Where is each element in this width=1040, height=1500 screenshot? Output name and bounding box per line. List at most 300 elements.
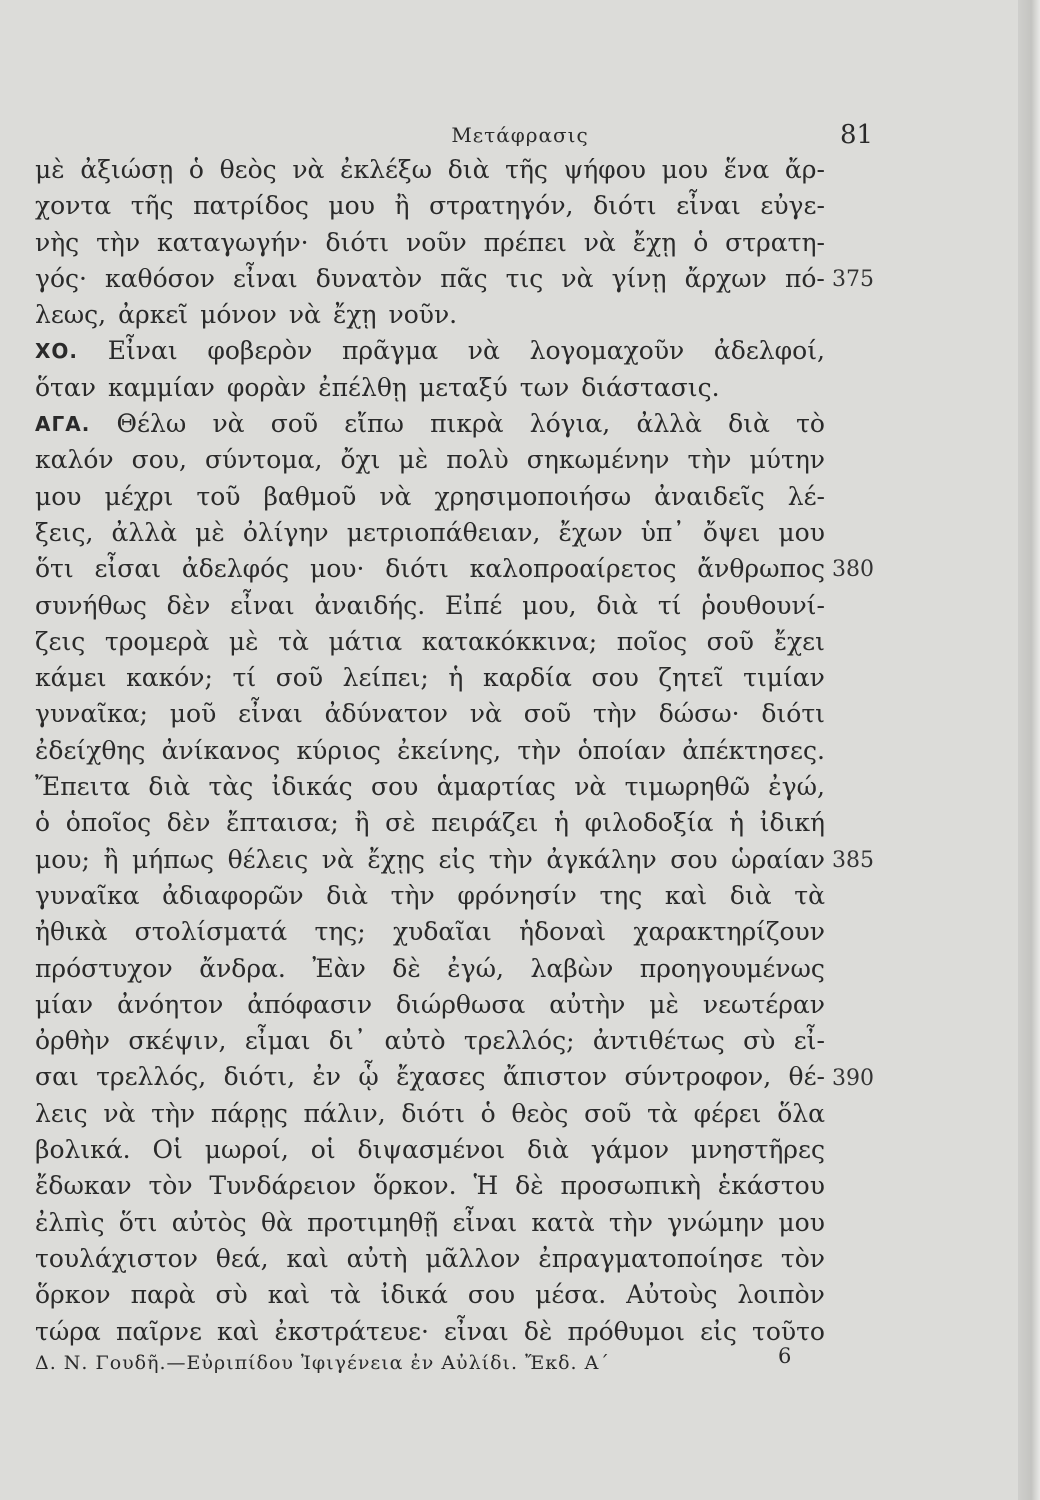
word: ἀδελφοί,	[713, 336, 825, 366]
word: καὶ	[217, 1316, 260, 1346]
word: πολὺ	[446, 445, 509, 475]
word: ἔχει	[773, 626, 825, 656]
word: ἁμαρτίας	[436, 772, 556, 802]
word: της;	[314, 917, 366, 947]
text-line	[35, 442, 825, 478]
word: δυνατὸν	[315, 263, 423, 293]
word: μύτην	[749, 445, 825, 475]
word: πᾶς	[440, 263, 488, 293]
word: νὰ	[212, 409, 245, 439]
text-line	[35, 951, 825, 987]
word: ὁ	[188, 155, 204, 184]
word: κακόν;	[126, 663, 213, 693]
word: ξεις,	[35, 517, 94, 547]
word: ὁ	[480, 1098, 496, 1128]
word: σὲ	[385, 808, 416, 838]
word: τὰ	[278, 626, 309, 656]
text-line	[35, 805, 825, 841]
word: λοιπὸν	[737, 1280, 825, 1310]
text-line	[35, 551, 825, 587]
word: θέ-	[788, 1062, 825, 1092]
text-line	[35, 1096, 825, 1132]
word: ἡ	[554, 808, 569, 838]
word: της	[599, 880, 643, 910]
word: ἰδικάς	[271, 772, 353, 802]
word: καλοπροαίρετος	[469, 554, 677, 584]
word: ἀνίκανος	[161, 735, 281, 765]
word: φορὰν	[226, 372, 307, 402]
text-line	[35, 1277, 825, 1313]
word: ὀρθὴν	[35, 1026, 110, 1056]
word: ὅτι	[35, 554, 74, 584]
word: μὲ	[195, 517, 225, 547]
word: στρατη-	[725, 227, 825, 257]
word: μοῦ	[169, 699, 217, 729]
word: ὁποίαν	[577, 735, 667, 765]
word: στρατηγόν,	[429, 191, 574, 221]
word: πειράζει	[431, 808, 539, 838]
word: τὴν	[608, 1207, 653, 1237]
word: ὡραίαν	[731, 844, 825, 874]
word: πρέπει	[483, 227, 567, 257]
text-line	[35, 406, 825, 442]
word: μέσα.	[535, 1280, 607, 1310]
word: δὲ	[392, 953, 421, 983]
word: ἀπέκτησες.	[682, 735, 825, 765]
word: μὲ	[398, 445, 429, 475]
running-head: Μετάφρασις	[451, 123, 589, 147]
word: τουλάχιστον	[35, 1243, 198, 1273]
verse-line-number: 390	[832, 1065, 874, 1091]
word: ὅρκον	[35, 1280, 111, 1310]
word: ἄνδρα.	[199, 953, 286, 983]
word: νὰ	[321, 844, 354, 874]
body-text	[35, 152, 825, 1350]
text-line	[35, 261, 825, 297]
word: πρόστυχον	[35, 953, 173, 983]
word: χαρακτηρίζουν	[633, 917, 825, 947]
word: αὐτὴ	[346, 1243, 408, 1273]
text-line	[35, 152, 825, 188]
word: Ἡ	[473, 1171, 499, 1201]
word: καμμίαν	[107, 372, 215, 402]
word: νὰ	[561, 263, 594, 293]
word: νὰ	[469, 699, 502, 729]
word: ἔδωκαν	[35, 1171, 132, 1201]
word: ἀρκεῖ	[118, 300, 189, 330]
word: ὅταν	[35, 372, 96, 402]
word: ἔπταισα;	[226, 808, 339, 838]
text-line	[35, 370, 825, 406]
word: ὅρκον.	[373, 1171, 457, 1201]
page-number: 81	[840, 120, 874, 150]
word: ἐκείνης,	[397, 735, 502, 765]
word: εἶναι	[238, 699, 303, 729]
word: ἀντιθέτως	[592, 1026, 725, 1056]
word: ἐπέλθῃ	[318, 372, 407, 402]
word: ὑπ᾽	[640, 517, 685, 547]
word: λεις	[35, 1098, 88, 1128]
word: τρομερὰ	[104, 626, 210, 656]
word: ἀλλὰ	[636, 409, 702, 439]
text-line	[35, 588, 825, 624]
text-line	[35, 696, 825, 732]
word: ἀναιδής.	[314, 590, 426, 620]
word: Ἐὰν	[312, 953, 366, 983]
word: μετριοπάθειαν,	[346, 517, 541, 547]
word: Αὐτοὺς	[626, 1280, 718, 1310]
word: δὲ	[523, 1316, 553, 1346]
word: ἡ	[729, 808, 745, 838]
word: ἀξιώσῃ	[80, 155, 174, 184]
word: εἶναι	[233, 263, 298, 293]
word: τὴν	[488, 844, 533, 874]
word: ἐγώ,	[768, 772, 825, 802]
word: ἄρχων	[684, 263, 767, 293]
word: εἶναι	[230, 590, 295, 620]
word: εἶμαι	[244, 1026, 311, 1056]
word: σοῦ	[275, 663, 324, 693]
word: αὐτὸς	[171, 1207, 247, 1237]
word: σοῦ	[584, 1098, 632, 1128]
word: τὴν	[687, 445, 732, 475]
word: νὰ	[574, 772, 607, 802]
word: στολίσματά	[134, 917, 288, 947]
text-line	[35, 1023, 825, 1059]
word: σοῦ	[523, 699, 572, 729]
word: ἀπόφασιν	[247, 989, 373, 1019]
word: εἴπω	[344, 409, 404, 439]
word: καὶ	[267, 1280, 311, 1310]
word: ὅτι	[118, 1207, 158, 1237]
word: διότι	[385, 554, 449, 584]
word: ἐπραγματοποίησε	[538, 1243, 763, 1273]
word: μᾶλλον	[425, 1243, 521, 1273]
word: ὄψει	[702, 517, 761, 547]
word: τρελλός;	[463, 1026, 575, 1056]
footer-imprint: Δ. Ν. Γουδῆ.—Εὐριπίδου Ἰφιγένεια ἐν Αὐλίδι. Ἔκδ. Α´	[35, 1352, 610, 1374]
verse-line-number: 375	[832, 266, 874, 292]
word: δὲ	[515, 1171, 544, 1201]
word: γυναῖκα;	[35, 699, 148, 729]
word: σκέψιν,	[128, 1026, 227, 1056]
word: νὰ	[103, 1098, 136, 1128]
word: εἶναι	[676, 191, 741, 221]
word: ἐγώ,	[447, 953, 504, 983]
word: Τυνδάρειον	[209, 1171, 357, 1201]
word: σου,	[131, 445, 187, 475]
word: διὰ	[728, 409, 770, 439]
word: μου	[778, 517, 825, 547]
word: τῆς	[130, 191, 174, 221]
word: δὲν	[166, 590, 211, 620]
word: ὁποῖος	[65, 808, 152, 838]
word: εἰς	[438, 844, 476, 874]
text-line	[35, 769, 825, 805]
word: θεὸς	[511, 1098, 569, 1128]
word: πικρὰ	[430, 409, 504, 439]
word: μὲ	[228, 626, 259, 656]
word: καὶ	[664, 880, 708, 910]
word: διὰ	[148, 772, 191, 802]
text-line	[35, 624, 825, 660]
word: ἐκστράτευε·	[274, 1316, 429, 1346]
word: μωροί,	[204, 1135, 289, 1165]
word: γάμον	[590, 1135, 670, 1165]
word: τὴν	[517, 735, 562, 765]
word: σύντροφον,	[624, 1062, 772, 1092]
word: εἶ-	[793, 1026, 825, 1056]
verse-line-number: 385	[832, 847, 874, 873]
text-line	[35, 188, 825, 224]
word: ἔχῃς	[367, 844, 425, 874]
word: πάρῃς	[210, 1098, 288, 1128]
word: μου,	[522, 590, 577, 620]
word: σου	[670, 844, 718, 874]
word: ΑΓΑ.	[35, 412, 91, 437]
word: ψήφου	[563, 155, 646, 184]
word: πό-	[784, 263, 825, 293]
word: ἡ	[448, 663, 464, 693]
word: λόγια,	[529, 409, 611, 439]
word: εἶναι	[452, 1207, 518, 1237]
word: ῥουθουνί-	[701, 590, 825, 620]
word: βαθμοῦ	[263, 481, 357, 511]
word: τοῦ	[196, 481, 241, 511]
word: εἶναι	[444, 1316, 509, 1346]
word: μὲ	[35, 155, 65, 184]
text-line	[35, 515, 825, 551]
word: δώσω·	[658, 699, 740, 729]
word: ἄπιστον	[502, 1062, 608, 1092]
word: νεωτέραν	[702, 989, 825, 1019]
word: Οἱ	[152, 1135, 183, 1165]
word: χυδαῖαι	[393, 917, 492, 947]
word: ᾧ	[358, 1062, 379, 1092]
word: συνήθως	[35, 590, 147, 620]
word: τὰ	[647, 1098, 678, 1128]
word: γός·	[35, 263, 87, 293]
word: μνηστῆρες	[691, 1135, 825, 1165]
word: αὐτὸ	[384, 1026, 446, 1056]
word: ἐλπὶς	[35, 1207, 105, 1237]
page-edge	[1018, 0, 1040, 1500]
word: μεταξύ	[418, 372, 508, 402]
word: εἰς	[700, 1316, 737, 1346]
word: τοῦτο	[752, 1316, 825, 1346]
word: ἐκλέξω	[340, 155, 433, 184]
word: καλόν	[35, 445, 114, 475]
word: διώρθωσα	[395, 989, 526, 1019]
text-line	[35, 1241, 825, 1277]
text-line	[35, 1059, 825, 1095]
word: ἄρ-	[784, 155, 825, 184]
word: ὅλα	[777, 1098, 825, 1128]
word: ἢ	[103, 844, 119, 874]
word: ὁ	[693, 227, 709, 257]
word: ἐδείχθης	[35, 735, 146, 765]
text-line	[35, 225, 825, 261]
text-line	[35, 660, 825, 696]
word: τρελλός,	[96, 1062, 207, 1092]
word: πατρίδος	[193, 191, 309, 221]
word: νὰ	[583, 227, 616, 257]
text-line	[35, 914, 825, 950]
word: μου	[778, 1207, 825, 1237]
word: μου	[328, 191, 375, 221]
word: βολικά.	[35, 1135, 131, 1165]
word: σὺ	[215, 1280, 248, 1310]
word: ζητεῖ	[658, 663, 724, 693]
word: σηκωμένην	[526, 445, 670, 475]
word: πρᾶγμα	[342, 336, 439, 366]
word: μόνον	[200, 300, 277, 330]
word: καὶ	[286, 1243, 329, 1273]
word: Θέλω	[116, 409, 187, 439]
word: σοῦ	[706, 626, 754, 656]
word: ὀλίγην	[242, 517, 329, 547]
word: λείπει;	[342, 663, 429, 693]
word: φέρει	[693, 1098, 762, 1128]
word: παρὰ	[130, 1280, 196, 1310]
word: λαβὼν	[530, 953, 614, 983]
word: νὴς	[35, 227, 80, 257]
word: κάμει	[35, 663, 107, 693]
word: ποῖος	[616, 626, 688, 656]
word: ἔχων	[558, 517, 623, 547]
word: μέχρι	[104, 481, 174, 511]
text-line	[35, 878, 825, 914]
word: καρδία	[482, 663, 572, 693]
word: κατακόκκινα;	[421, 626, 598, 656]
text-line	[35, 333, 825, 369]
word: θέλεις	[227, 844, 309, 874]
word: μου	[35, 481, 82, 511]
word: θὰ	[260, 1207, 293, 1237]
word: ἀδιαφορῶν	[162, 880, 304, 910]
word: ἀγκάλην	[546, 844, 657, 874]
text-line	[35, 1314, 825, 1350]
word: διάστασις.	[581, 372, 720, 402]
word: φιλοδοξία	[584, 808, 714, 838]
word: τὸ	[796, 409, 825, 439]
word: νὰ	[288, 300, 321, 330]
word: μου	[661, 155, 709, 184]
word: μίαν	[35, 989, 94, 1019]
word: τὴν	[390, 880, 435, 910]
word: ἐν	[312, 1062, 342, 1092]
word: φοβερὸν	[207, 336, 313, 366]
word: ἀλλὰ	[111, 517, 178, 547]
word: ἔχῃ	[632, 227, 677, 257]
word: καθόσον	[105, 263, 215, 293]
verse-line-number: 380	[832, 557, 874, 583]
word: μὲ	[649, 989, 679, 1019]
word: τὴν	[592, 699, 637, 729]
word: προσωπικὴ	[560, 1171, 701, 1201]
word: τὰ	[794, 880, 825, 910]
word: λεως,	[35, 300, 107, 330]
word: διότι	[401, 1098, 465, 1128]
word: μου;	[35, 844, 90, 874]
word: ἔχῃ	[332, 300, 377, 330]
word: τὸν	[148, 1171, 193, 1201]
word: σύντομα,	[204, 445, 323, 475]
word: ἕνα	[723, 155, 770, 184]
word: ὁ	[35, 808, 51, 838]
word: ὄχι	[340, 445, 381, 475]
word: τὰς	[208, 772, 254, 802]
text-line	[35, 733, 825, 769]
word: αὐτὴν	[549, 989, 626, 1019]
word: διὰ	[596, 590, 639, 620]
word: τιμίαν	[743, 663, 825, 693]
text-line	[35, 1205, 825, 1241]
word: εἶσαι	[94, 554, 162, 584]
word: ἀδύνατον	[324, 699, 448, 729]
word: των	[519, 372, 570, 402]
word: λέ-	[787, 481, 825, 511]
word: πρόθυμοι	[567, 1316, 685, 1346]
word: τὸν	[780, 1243, 825, 1273]
word: ἡδοναὶ	[519, 917, 607, 947]
word: ἢ	[354, 808, 370, 838]
word: ἰδικά	[380, 1280, 448, 1310]
word: ἠθικὰ	[35, 917, 108, 947]
word: τί	[232, 663, 257, 693]
word: διότι	[761, 699, 825, 729]
word: σου	[371, 772, 419, 802]
word: σου	[591, 663, 639, 693]
word: προτιμηθῇ	[307, 1207, 439, 1237]
word: εὐγε-	[760, 191, 825, 221]
word: λογομαχοῦν	[529, 336, 685, 366]
word: ἀναιδεῖς	[654, 481, 765, 511]
word: μήπως	[132, 844, 215, 874]
word: ἢ	[394, 191, 410, 221]
word: ἀνόητον	[117, 989, 224, 1019]
word: διότι	[593, 191, 657, 221]
word: χρησιμοποιήσω	[434, 481, 632, 511]
word: προηγουμένως	[639, 953, 825, 983]
word: νὰ	[292, 155, 325, 184]
word: ἑκάστου	[717, 1171, 825, 1201]
word: νὰ	[379, 481, 412, 511]
word: τιμωρηθῶ	[624, 772, 750, 802]
word: παῖρνε	[115, 1316, 202, 1346]
word: θεὸς	[219, 155, 277, 184]
word: γυναῖκα	[35, 880, 140, 910]
word: διότι,	[223, 1062, 296, 1092]
word: διὰ	[527, 1135, 569, 1165]
word: διὰ	[326, 880, 369, 910]
word: τί	[657, 590, 682, 620]
word: σὺ	[743, 1026, 776, 1056]
text-line	[35, 987, 825, 1023]
word: Ἔπειτα	[35, 772, 131, 802]
word: ἄνθρωπος	[697, 554, 825, 584]
word: δι᾽	[328, 1026, 367, 1056]
word: σαι	[35, 1062, 79, 1092]
word: δὲν	[166, 808, 211, 838]
word: ἰδική	[759, 808, 825, 838]
word: τὴν	[96, 227, 141, 257]
word: διψασμένοι	[357, 1135, 506, 1165]
text-line	[35, 842, 825, 878]
text-line	[35, 297, 825, 333]
word: Εἰπέ	[444, 590, 503, 620]
signature-mark: 6	[778, 1344, 792, 1368]
